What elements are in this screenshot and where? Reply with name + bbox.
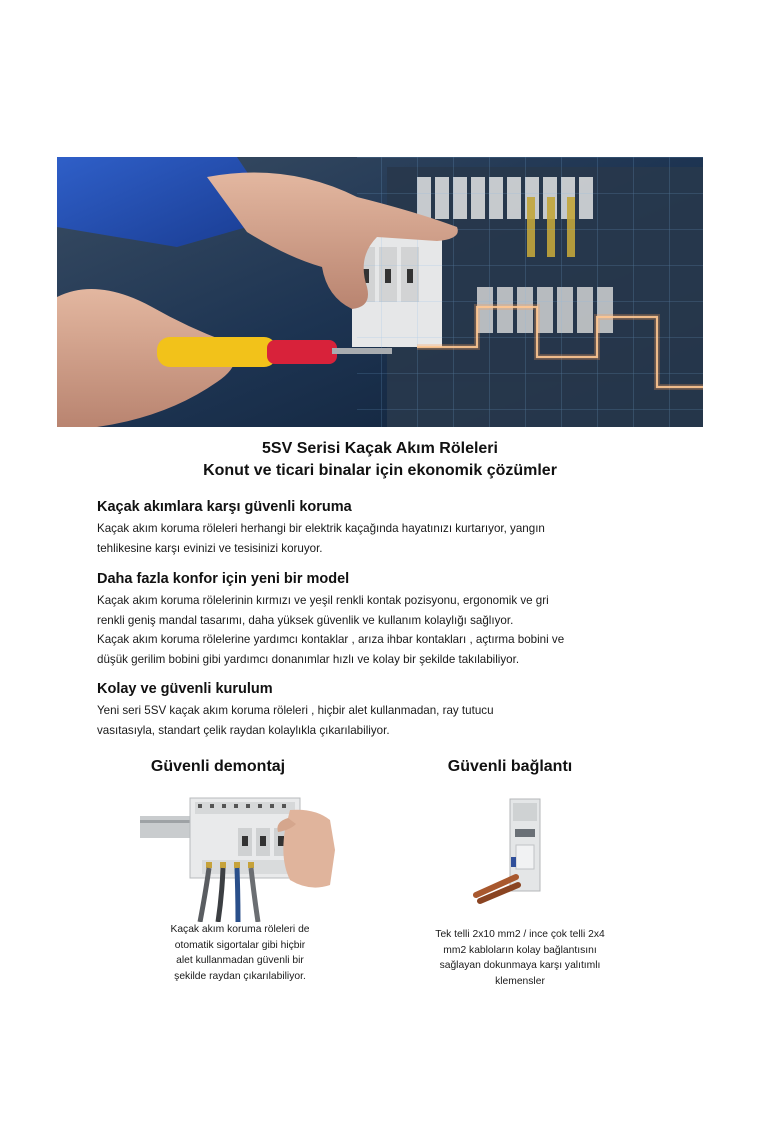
section-line: Kaçak akım koruma röleleri herhangi bir elektrik kaçağında hayatınızı kurtarıyor, yangın (97, 522, 545, 535)
section-easy-installation (97, 680, 657, 740)
section-line: tehlikesine karşı evinizi ve tesisinizi koruyor. (97, 541, 323, 555)
section-line: Kaçak akım koruma rölelerine yardımcı kontaklar , arıza ihbar kontakları , açtırma bobini ve (97, 633, 565, 646)
product-image-baglanti (468, 795, 548, 910)
caption-demontaj (135, 922, 345, 984)
section-line: Kaçak akım koruma rölelerinin kırmızı ve yeşil renkli kontak pozisyonu, ergonomik ve gri (97, 594, 549, 607)
section-line: vasıtasıyla, standart çelik raydan kolaylıkla çıkarılabiliyor. (97, 723, 390, 737)
section-line: düşük gerilim bobini gibi yardımcı donanımlar hızlı ve kolay bir şekilde takılabiliyor. (97, 652, 520, 666)
page-title (0, 438, 760, 482)
caption-line: sağlayan dokunmaya karşı yalıtımlı (439, 960, 601, 971)
caption-line: şekilde raydan çıkarılabiliyor. (174, 970, 306, 982)
section-comfort-model (97, 570, 657, 669)
section-safe-protection (97, 498, 657, 558)
title-line-1: 5SV Serisi Kaçak Akım Röleleri (262, 440, 498, 457)
product-image-demontaj (140, 790, 335, 922)
section-line: Yeni seri 5SV kaçak akım koruma röleleri , hiçbir alet kullanmadan, ray tutucu (97, 704, 494, 717)
caption-line: otomatik sigortalar gibi hiçbir (174, 939, 306, 951)
caption-line: Tek telli 2x10 mm2 / ince çok telli 2x4 (435, 929, 605, 940)
caption-line: klemensler (495, 975, 545, 987)
section-heading: Kaçak akımlara karşı güvenli koruma (97, 499, 352, 515)
electrician-panel-photo-icon (57, 157, 703, 427)
rcd-rail-removal-photo-icon (140, 790, 335, 922)
caption-line: mm2 kabloların kolay bağlantısını (443, 944, 597, 956)
column-title-baglanti: Güvenli bağlantı (447, 758, 573, 775)
section-heading: Daha fazla konfor için yeni bir model (97, 571, 350, 587)
caption-line: alet kullanmadan güvenli bir (176, 955, 304, 966)
caption-baglanti (400, 927, 640, 989)
column-title-demontaj: Güvenli demontaj (150, 758, 286, 775)
terminal-clamp-photo-icon (468, 795, 548, 910)
section-heading: Kolay ve güvenli kurulum (97, 681, 273, 697)
section-line: renkli geniş mandal tasarımı, daha yüksek güvenlik ve kullanım kolaylığı sağlıyor. (97, 613, 514, 627)
caption-line: Kaçak akım koruma röleleri de (170, 924, 310, 935)
title-line-2: Konut ve ticari binalar için ekonomik çözümler (203, 462, 557, 479)
hero-image (57, 157, 703, 427)
